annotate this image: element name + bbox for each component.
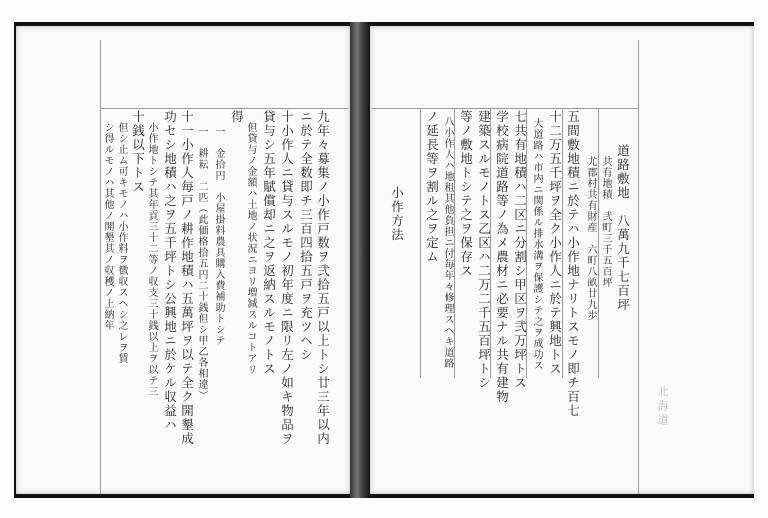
bottom-edge	[14, 494, 754, 498]
text-line: 一 耕耘 二匹（此価格拾五円二十銭但シ甲乙各相違）	[196, 126, 207, 401]
text-line: 但シ止ム可キモノハ小作料ヲ徴収スヘシ之レヲ賃	[116, 122, 127, 364]
section-heading: 小作方法	[389, 186, 405, 242]
column-rule	[598, 108, 599, 378]
text-line: 五間敷地積ニ於テハ小作地ナリトスモノ即チ百七	[565, 110, 581, 418]
text-line: 七共有地積ハ二区ニ分割シ甲区ヲ弐万坪トス	[512, 110, 528, 390]
text-line: 十小作人ニ貸与スルモノ初年度ニ限リ左ノ如キ物品ヲ	[279, 110, 295, 446]
top-rule	[100, 108, 348, 109]
text-line: 得	[229, 110, 245, 124]
text-line: 小作地トシテ其年貢三十二等ノ収支三十銭以上ヲ以テ三	[146, 122, 157, 397]
text-line: 貸与シ五年賦償却ニ之ヲ返納スルモノトス	[261, 110, 277, 376]
text-line: 共有地積 弐町三千五百坪	[600, 156, 611, 288]
text-line: ノ延長等ヲ割ル之ヲ定ム	[424, 110, 440, 264]
text-line: 八小作人ハ地租其他負担ニ付毎年々修理スヘキ道路	[442, 116, 453, 369]
margin-rule	[100, 40, 101, 494]
text-line: 一 金拾円 小屋掛料農具購入費補助トシテ	[213, 126, 224, 346]
column-rule	[420, 108, 421, 378]
text-line: 十銭以下トス	[130, 110, 146, 194]
text-line: 功セシ地積ハ之ヲ五千坪トシ公興地ニ於ケル収益ハ	[162, 110, 178, 432]
text-line: シ得ルモノハ其他ノ開墾其ノ収穫ノ上納年	[102, 122, 113, 331]
margin-note: 北海道	[656, 386, 669, 428]
book-gutter	[350, 22, 370, 498]
text-line: 十一小作人毎戸ノ耕作地積ハ五萬坪ヲ以テ全ク開墾成	[179, 110, 195, 446]
text-line: ニ於テ全数即チ三百四拾五戸ヲ充ツヘシ	[298, 110, 314, 362]
text-line: 大道路ハ市内ニ関係ル排水溝ヲ保護シテ之ヲ成功ス	[531, 118, 542, 371]
column-rule	[454, 108, 455, 378]
text-line: 十二万五千坪ヲ全ク小作人ニ於テ興地トス	[547, 110, 563, 376]
text-line: 建築スルモノトス乙区ハ二万二千五百坪トシ	[476, 110, 492, 390]
text-line: 学校病院道路等ノ為メ農材ニ必要ナル共有建物	[494, 110, 510, 404]
text-line: 尤郡村共有財産 六町八畝廿九歩	[585, 156, 596, 321]
left-page	[16, 26, 350, 494]
right-page	[370, 26, 754, 494]
text-line: 九年々募集ノ小作戸数ヲ弐拾五戸以上トシ廿三年以内	[315, 110, 331, 446]
text-line: 等ノ敷地トシテ之ヲ保存ス	[458, 110, 474, 278]
text-line: 但貸与ノ金額ハ土地ノ状況ニヨリ増減スルコトアリ	[245, 122, 256, 375]
margin-rule	[638, 40, 639, 494]
text-line: 道路敷地 八萬九千七百坪	[615, 144, 631, 312]
